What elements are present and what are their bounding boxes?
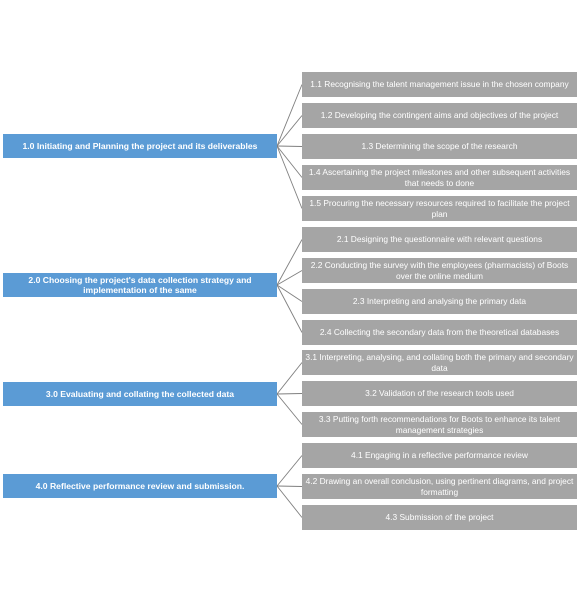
phase-3-box: 3.0 Evaluating and collating the collected data <box>3 382 277 406</box>
task-1-4: 1.4 Ascertaining the project milestones and other subsequent activities that needs to done <box>302 165 577 190</box>
task-3-2: 3.2 Validation of the research tools used <box>302 381 577 406</box>
task-2-2: 2.2 Conducting the survey with the employees (pharmacists) of Boots over the online medium <box>302 258 577 283</box>
connector-1-3 <box>277 146 302 147</box>
connector-1-4 <box>277 146 302 178</box>
task-1-5: 1.5 Procuring the necessary resources required to facilitate the project plan <box>302 196 577 221</box>
task-3-1: 3.1 Interpreting, analysing, and collating both the primary and secondary data <box>302 350 577 375</box>
task-1-2: 1.2 Developing the contingent aims and objectives of the project <box>302 103 577 128</box>
connector-4-1 <box>277 456 302 487</box>
task-4-1: 4.1 Engaging in a reflective performance review <box>302 443 577 468</box>
phase-1-box: 1.0 Initiating and Planning the project and its deliverables <box>3 134 277 158</box>
task-4-2: 4.2 Drawing an overall conclusion, using pertinent diagrams, and project formatting <box>302 474 577 499</box>
connector-3-2 <box>277 394 302 395</box>
connector-1-1 <box>277 85 302 147</box>
connector-3-1 <box>277 363 302 395</box>
task-2-4: 2.4 Collecting the secondary data from the theoretical databases <box>302 320 577 345</box>
connector-2-3 <box>277 285 302 302</box>
task-1-1: 1.1 Recognising the talent management issue in the chosen company <box>302 72 577 97</box>
task-3-3: 3.3 Putting forth recommendations for Boots to enhance its talent management strategies <box>302 412 577 437</box>
task-2-1: 2.1 Designing the questionnaire with relevant questions <box>302 227 577 252</box>
task-4-3: 4.3 Submission of the project <box>302 505 577 530</box>
phase-2-box: 2.0 Choosing the project's data collection strategy and implementation of the same <box>3 273 277 297</box>
connector-1-5 <box>277 146 302 209</box>
task-2-3: 2.3 Interpreting and analysing the primary data <box>302 289 577 314</box>
connector-1-2 <box>277 116 302 147</box>
connector-4-3 <box>277 486 302 518</box>
task-1-3: 1.3 Determining the scope of the research <box>302 134 577 159</box>
phase-4-box: 4.0 Reflective performance review and submission. <box>3 474 277 498</box>
connector-4-2 <box>277 486 302 487</box>
connector-2-4 <box>277 285 302 333</box>
connector-3-3 <box>277 394 302 425</box>
